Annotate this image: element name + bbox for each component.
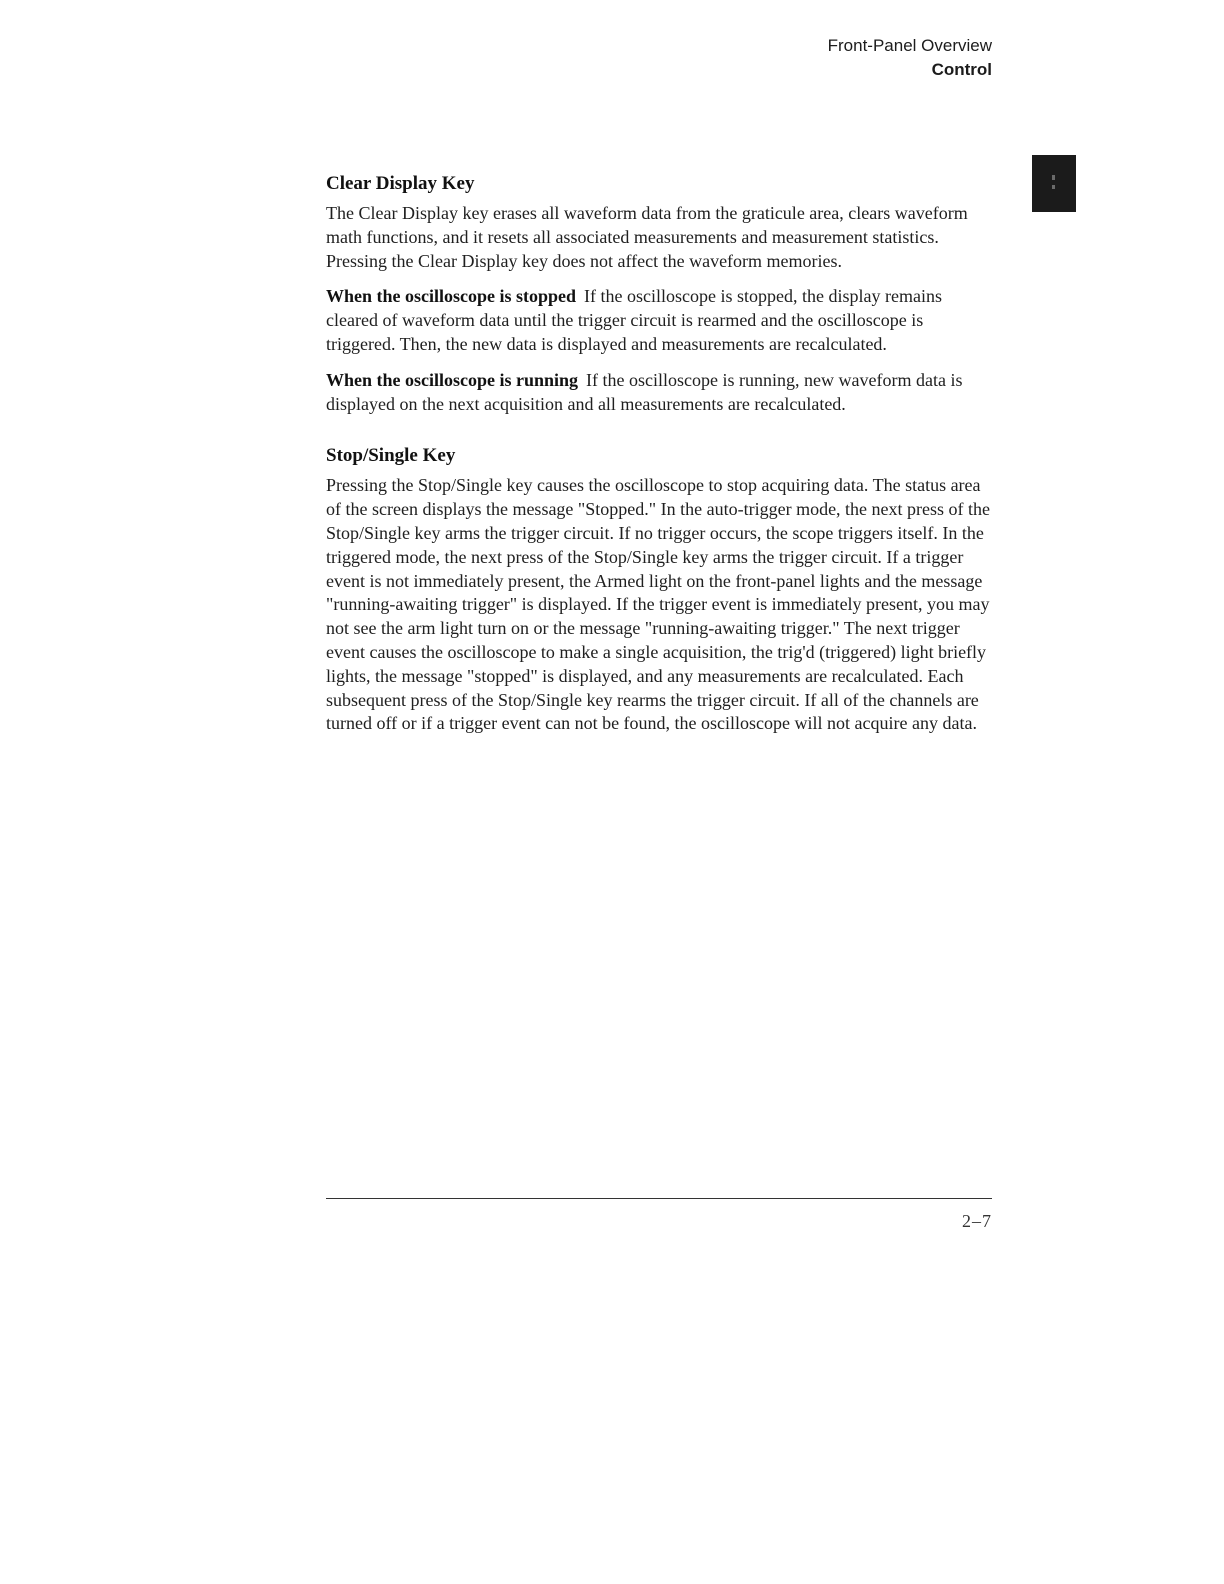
stop-single-heading: Stop/Single Key	[326, 445, 456, 467]
section-title: Control	[931, 60, 992, 79]
stopped-run-in-heading: When the oscilloscope is stopped	[326, 286, 577, 307]
stopped-text: If the oscilloscope is stopped, the display remains cleared of waveform data until the trigger circuit is rearmed and the oscilloscope is triggered. Then, the new data is displayed and measurements are recalculated.	[326, 286, 942, 354]
page-number: 2–7	[962, 1211, 992, 1231]
running-header	[828, 34, 992, 82]
running-text: If the oscilloscope is running, new waveform data is displayed on the next acquisition and all measurements are recalculated.	[326, 369, 963, 414]
stopped-paragraph	[326, 285, 994, 356]
running-paragraph	[326, 369, 994, 417]
clear-display-heading: Clear Display Key	[326, 173, 475, 194]
chapter-title: Front-Panel Overview	[827, 36, 992, 55]
clear-display-section	[326, 172, 994, 416]
tab-mark	[1052, 175, 1055, 180]
footer-rule	[326, 1198, 992, 1199]
clear-display-intro: The Clear Display key erases all waveform data from the graticule area, clears waveform math functions, and it resets all associated measurements and measurement statistics. Pressing the Clear Display key does not affect the waveform memories.	[326, 203, 968, 271]
running-run-in-heading: When the oscilloscope is running	[326, 369, 579, 390]
tab-mark	[1052, 185, 1055, 189]
chapter-thumb-tab	[1032, 155, 1076, 212]
page-body	[326, 172, 994, 748]
stop-single-body: Pressing the Stop/Single key causes the oscilloscope to stop acquiring data. The status area of the screen displays the message "Stopped." In the auto-trigger mode, the next press of the Stop/Single key arms the trigger circuit. If no trigger occurs, the scope triggers itself. In the triggered mode, the next press of the Stop/Single key arms the trigger circuit. If a trigger event is not immediately present, the Armed light on the front-panel lights and the message "running-awaiting trigger" is displayed. If the trigger event is immediately present, you may not see the arm light turn on or the message "running-awaiting trigger." The next trigger event causes the oscilloscope to make a single acquisition, the trig'd (triggered) light briefly lights, the message "stopped" is displayed, and any measurements are recalculated. Each subsequent press of the Stop/Single key rearms the trigger circuit. If all of the channels are turned off or if a trigger event can not be found, the oscilloscope will not acquire any data.	[326, 475, 991, 734]
stop-single-section	[326, 444, 994, 736]
